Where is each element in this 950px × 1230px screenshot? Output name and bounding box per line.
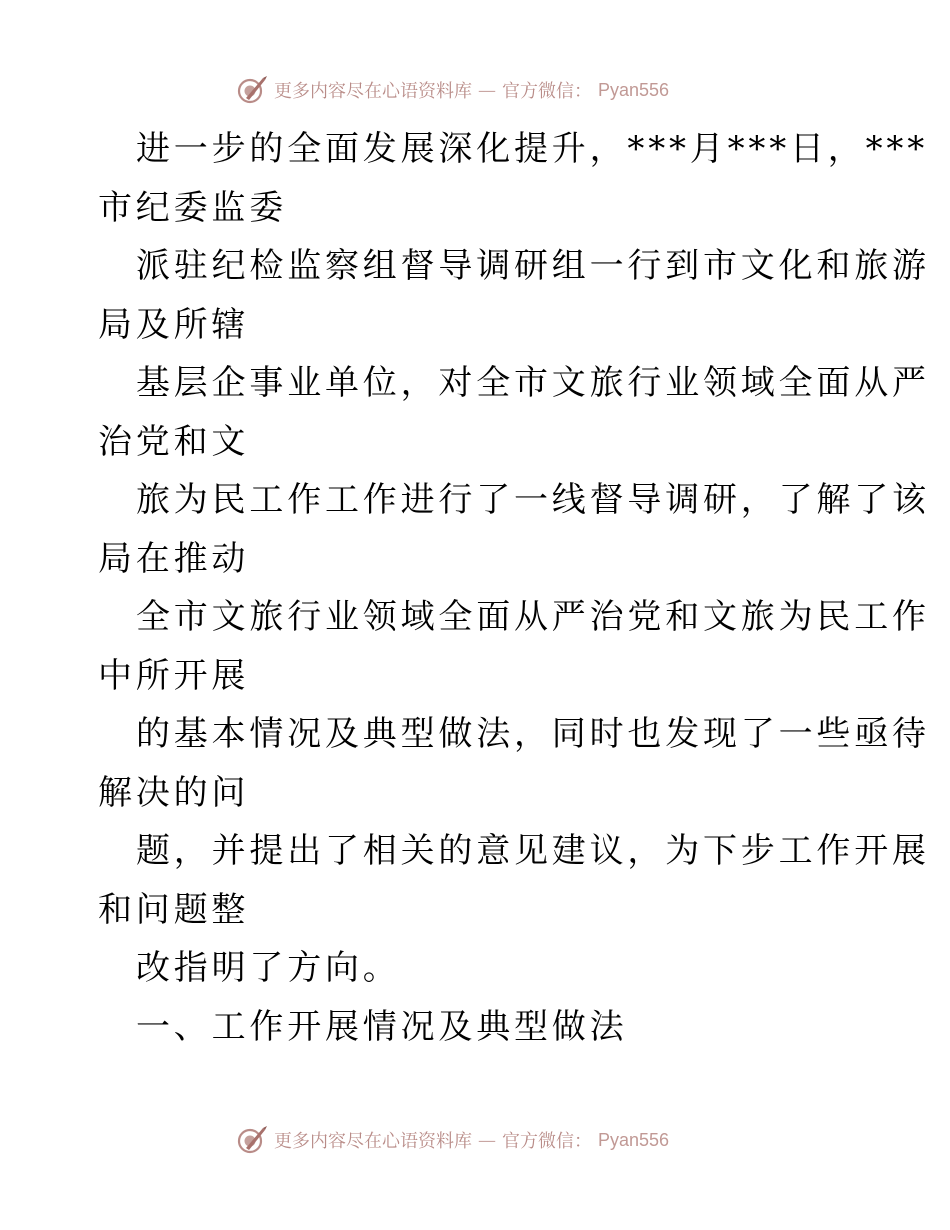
watermark-text: 更多内容尽在心语资料库	[274, 1131, 472, 1152]
paragraph-line: 局在推动	[98, 538, 250, 579]
watermark-text: 更多内容尽在心语资料库	[274, 81, 472, 102]
paragraph-line: 派驻纪检监察组督导调研组一行到市文化和旅游	[136, 246, 930, 286]
paragraph-line: 中所开展	[98, 655, 250, 696]
paragraph-line: 改指明了方向。	[136, 948, 401, 988]
paragraph-line: 市纪委监委	[98, 187, 287, 228]
watermark-dash: —	[478, 79, 496, 101]
paragraph-line: 治党和文	[98, 421, 250, 462]
watermark-suffix: 官方微信：	[502, 1131, 592, 1152]
document-body	[98, 120, 930, 1056]
header-watermark	[236, 72, 669, 108]
watermark-dash: —	[478, 1129, 496, 1151]
paragraph-line: 局及所辖	[98, 304, 250, 345]
paragraph-line: 题，并提出了相关的意见建议，为下步工作开展	[136, 831, 930, 871]
paragraph-line: 基层企事业单位，对全市文旅行业领域全面从严	[136, 363, 930, 403]
quill-pen-circle-icon	[236, 1124, 268, 1156]
paragraph-line: 进一步的全面发展深化提升，***月***日，***	[136, 129, 928, 169]
watermark-wechat-id: Pyan556	[598, 1129, 670, 1150]
watermark-suffix: 官方微信：	[502, 81, 592, 102]
footer-watermark	[236, 1122, 669, 1158]
paragraph-line: 旅为民工作工作进行了一线督导调研，了解了该	[136, 480, 930, 520]
paragraph-line: 的基本情况及典型做法，同时也发现了一些亟待	[136, 714, 930, 754]
paragraph-line: 和问题整	[98, 889, 250, 930]
section-heading: 一、工作开展情况及典型做法	[136, 1006, 628, 1047]
paragraph-line: 全市文旅行业领域全面从严治党和文旅为民工作	[136, 597, 930, 637]
watermark-wechat-id: Pyan556	[598, 79, 670, 100]
quill-pen-circle-icon	[236, 74, 268, 106]
paragraph-line: 解决的问	[98, 772, 250, 813]
